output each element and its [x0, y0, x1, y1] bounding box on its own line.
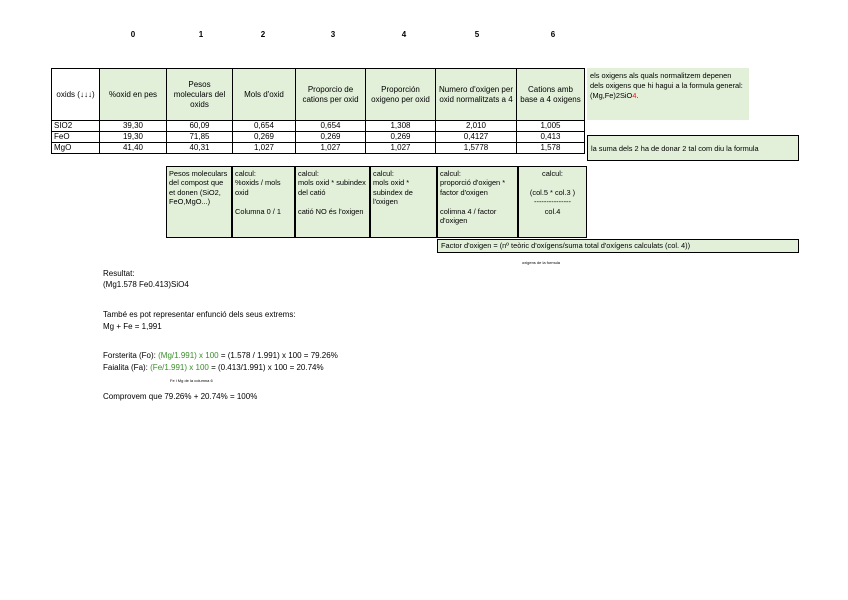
- note1-tail: .: [636, 91, 639, 100]
- cell: 0,269: [296, 132, 366, 143]
- forsterita-line: [103, 350, 338, 361]
- cell: 0,413: [517, 132, 585, 143]
- row-label: MgO: [52, 143, 100, 154]
- cell: 60,09: [167, 121, 233, 132]
- row-label: SIO2: [52, 121, 100, 132]
- extrems-sum: Mg + Fe = 1,991: [103, 322, 162, 331]
- cell: 0,269: [233, 132, 296, 143]
- note1-text: els oxigens als quals normalitzem depenen dels oxigens que hi hagui a la formula general: (Mg,Fe)2SiO: [590, 71, 743, 100]
- calc-col-6: calcul: (col.5 * col.3 ) --------------- col.4: [518, 166, 587, 238]
- cell: 39,30: [100, 121, 167, 132]
- oxide-table: [51, 68, 585, 154]
- table-row: [52, 132, 585, 143]
- resultat-label: Resultat:: [103, 269, 135, 278]
- table-row: [52, 121, 585, 132]
- fo-result: = (1.578 / 1.991) x 100 = 79.26%: [218, 351, 338, 360]
- note-oxygen-normalization: [587, 68, 749, 120]
- fa-label: Faialita (Fa):: [103, 363, 148, 372]
- table-header-row: [52, 69, 585, 121]
- cell: 1,578: [517, 143, 585, 154]
- cell: 71,85: [167, 132, 233, 143]
- note1-highlight: 4: [632, 91, 637, 100]
- header-col-3: Proporcio de cations per oxid: [296, 69, 366, 121]
- resultat-formula: (Mg1.578 Fe0.413)SiO4: [103, 280, 189, 289]
- cell: 0,269: [366, 132, 436, 143]
- cell: 1,005: [517, 121, 585, 132]
- header-col-4: Proporción oxigeno per oxid: [366, 69, 436, 121]
- tiny-formula-note: oxigens de la formula: [522, 260, 561, 265]
- note-sum-two: la suma dels 2 ha de donar 2 tal com diu la formula: [587, 135, 799, 161]
- header-oxids: oxids (↓↓↓): [52, 69, 100, 121]
- faialita-line: [103, 362, 324, 373]
- check-line: Comprovem que 79.26% + 20.74% = 100%: [103, 392, 258, 401]
- col-number-2: 2: [260, 30, 266, 39]
- header-col-6: Cations amb base a 4 oxigens: [517, 69, 585, 121]
- calc-col-2: calcul: %oxids / mols oxid Columna 0 / 1: [232, 166, 295, 238]
- calc-col-4: calcul: mols oxid * subindex de l'oxigen: [370, 166, 437, 238]
- header-col-1: Pesos moleculars del oxids: [167, 69, 233, 121]
- calc-col-1: Pesos moleculars del compost que et donen (SiO2, FeO,MgO...): [166, 166, 232, 238]
- fo-label: Forsterita (Fo):: [103, 351, 156, 360]
- calc-col-5: calcul: proporció d'oxigen * factor d'oxigen colimna 4 / factor d'oxigen: [437, 166, 518, 238]
- cell: 1,308: [366, 121, 436, 132]
- header-col-2: Mols d'oxid: [233, 69, 296, 121]
- col-number-5: 5: [474, 30, 480, 39]
- cell: 1,027: [366, 143, 436, 154]
- fo-formula: (Mg/1.991) x 100: [158, 351, 219, 360]
- cell: 1,5778: [436, 143, 517, 154]
- header-col-0: %oxid en pes: [100, 69, 167, 121]
- extrems-text: També es pot representar enfunció dels seus extrems:: [103, 310, 296, 319]
- col-number-6: 6: [550, 30, 556, 39]
- row-label: FeO: [52, 132, 100, 143]
- header-col-5: Numero d'oxigen per oxid normalitzats a 4: [436, 69, 517, 121]
- col-number-1: 1: [198, 30, 204, 39]
- col-number-0: 0: [130, 30, 136, 39]
- cell: 0,654: [233, 121, 296, 132]
- calc-col-3: calcul: mols oxid * subindex del catió catió NO és l'oxigen: [295, 166, 370, 238]
- cell: 1,027: [233, 143, 296, 154]
- col-number-4: 4: [401, 30, 407, 39]
- tiny-fe-note: Fe i Mg de la columna 6: [170, 378, 213, 383]
- fa-result: = (0.413/1.991) x 100 = 20.74%: [208, 363, 324, 372]
- cell: 40,31: [167, 143, 233, 154]
- col-number-3: 3: [330, 30, 336, 39]
- factor-oxigen: Factor d'oxigen = (nº teòric d'oxígens/suma total d'oxígens calculats (col. 4)): [437, 239, 799, 253]
- fa-formula: (Fe/1.991) x 100: [150, 363, 209, 372]
- cell: 41,40: [100, 143, 167, 154]
- cell: 0,4127: [436, 132, 517, 143]
- cell: 19,30: [100, 132, 167, 143]
- cell: 2,010: [436, 121, 517, 132]
- table-row: [52, 143, 585, 154]
- cell: 1,027: [296, 143, 366, 154]
- cell: 0,654: [296, 121, 366, 132]
